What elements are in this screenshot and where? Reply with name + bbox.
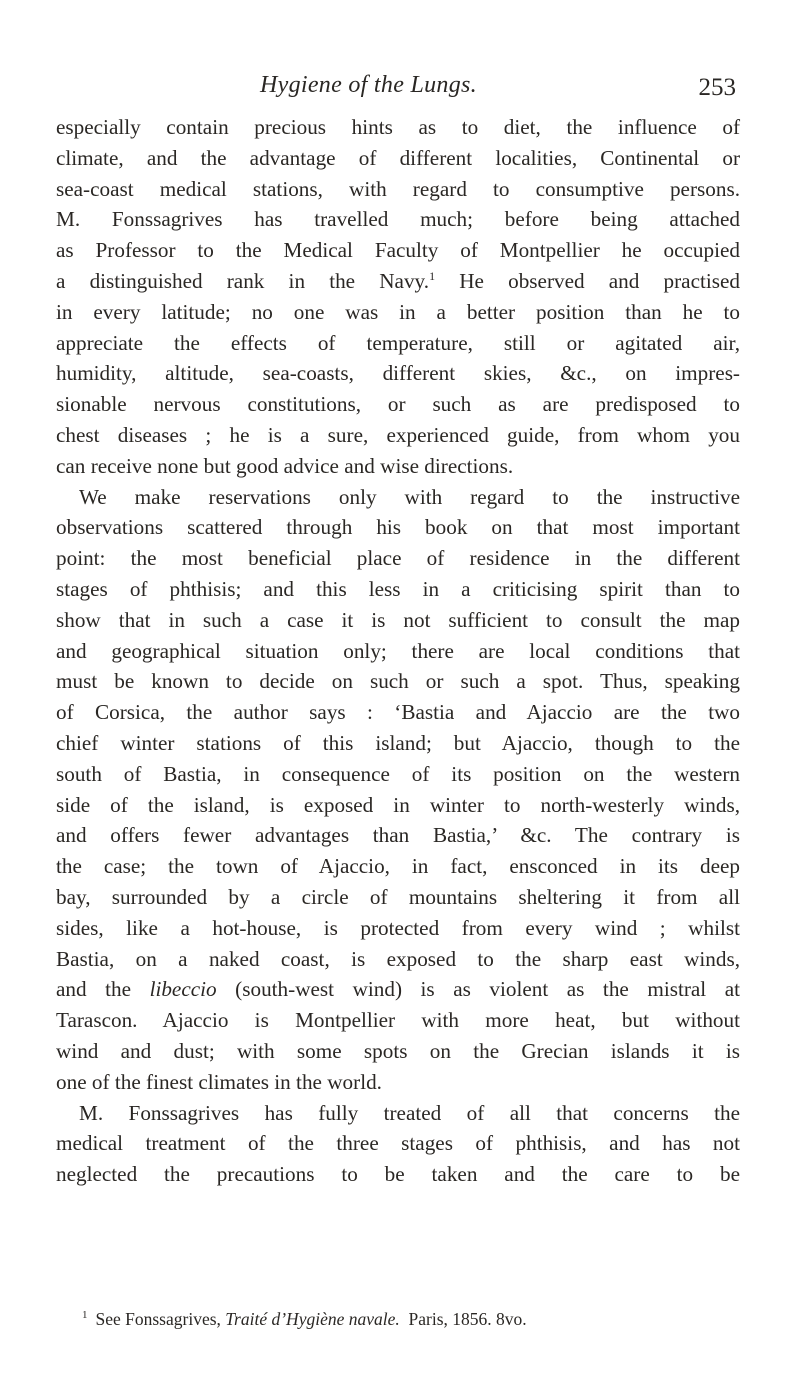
footnote-mark: 1 (82, 1309, 88, 1322)
text-segment: and the (56, 977, 132, 1002)
text-line (56, 266, 740, 297)
running-title: Hygiene of the Lungs. (260, 72, 477, 98)
paragraph-2 (56, 482, 740, 1098)
page-number: 253 (698, 74, 736, 101)
page (56, 70, 740, 1190)
text-segment: He observed and practised (459, 268, 741, 293)
text-line: chief winter stations of this island; but Ajaccio, though to the (56, 730, 740, 755)
footnote (56, 1309, 740, 1330)
text-line: must be known to decide on such or such a spot. Thus, speaking (56, 669, 740, 694)
text-line: We make reservations only with regard to the instructive (79, 484, 740, 509)
footnote-reference: 1 (429, 268, 436, 283)
text-line: observations scattered through his book on that most important (56, 515, 740, 540)
text-line: in every latitude; no one was in a better position than he to (56, 299, 740, 324)
text-line: chest diseases ; he is a sure, experienced guide, from whom you (56, 422, 740, 447)
text-line: neglected the precautions to be taken and the care to be (56, 1162, 740, 1187)
text-line: and geographical situation only; there are local conditions that (56, 638, 740, 663)
text-line: sionable nervous constitutions, or such as are predisposed to (56, 392, 740, 417)
text-line: sides, like a hot-house, is protected from every wind ; whilst (56, 915, 740, 940)
text-line: Tarascon. Ajaccio is Montpellier with more heat, but without (56, 1008, 740, 1033)
text-line: south of Bastia, in consequence of its position on the western (56, 761, 740, 786)
text-line: the case; the town of Ajaccio, in fact, ensconced in its deep (56, 854, 740, 879)
text-line: climate, and the advantage of different localities, Continental or (56, 145, 740, 170)
text-line: bay, surrounded by a circle of mountains sheltering it from all (56, 884, 740, 909)
footnote-suffix: Paris, 1856. 8vo. (408, 1309, 527, 1329)
text-segment: (south-west wind) is as violent as the mistral at (235, 977, 741, 1002)
text-line: appreciate the effects of temperature, still or agitated air, (56, 330, 740, 355)
paragraph-3 (56, 1098, 740, 1190)
text-line: sea-coast medical stations, with regard to consumptive persons. (56, 176, 740, 201)
text-line (56, 974, 740, 1005)
text-line: point: the most beneficial place of residence in the different (56, 546, 740, 571)
footnote-title: Traité d’Hygiène navale. (225, 1309, 400, 1329)
running-head (56, 70, 740, 112)
text-line: wind and dust; with some spots on the Grecian islands it is (56, 1038, 740, 1063)
text-line: side of the island, is exposed in winter to north-westerly winds, (56, 792, 740, 817)
text-line: medical treatment of the three stages of phthisis, and has not (56, 1131, 740, 1156)
body-text (56, 112, 740, 1190)
text-line: especially contain precious hints as to diet, the influence of (56, 115, 740, 139)
text-line: humidity, altitude, sea-coasts, different skies, &c., on impres- (56, 361, 740, 386)
text-segment: a distinguished rank in the Navy. (56, 268, 430, 293)
text-line: show that in such a case it is not sufficient to consult the map (56, 607, 740, 632)
paragraph-1 (56, 112, 740, 482)
text-line: stages of phthisis; and this less in a criticising spirit than to (56, 576, 740, 601)
text-line: of Corsica, the author says : ‘Bastia and Ajaccio are the two (56, 700, 740, 725)
text-line: and offers fewer advantages than Bastia,’ &c. The contrary is (56, 823, 740, 848)
footnote-prefix: See Fonssagrives, (95, 1309, 221, 1329)
text-line: M. Fonssagrives has fully treated of all that concerns the (79, 1100, 740, 1125)
text-line: one of the finest climates in the world. (56, 1069, 382, 1094)
italic-word: libeccio (149, 977, 217, 1002)
text-line: M. Fonssagrives has travelled much; before being attached (56, 207, 740, 232)
text-line: can receive none but good advice and wise directions. (56, 453, 514, 478)
text-line: Bastia, on a naked coast, is exposed to the sharp east winds, (56, 946, 740, 971)
text-line: as Professor to the Medical Faculty of Montpellier he occupied (56, 238, 740, 263)
